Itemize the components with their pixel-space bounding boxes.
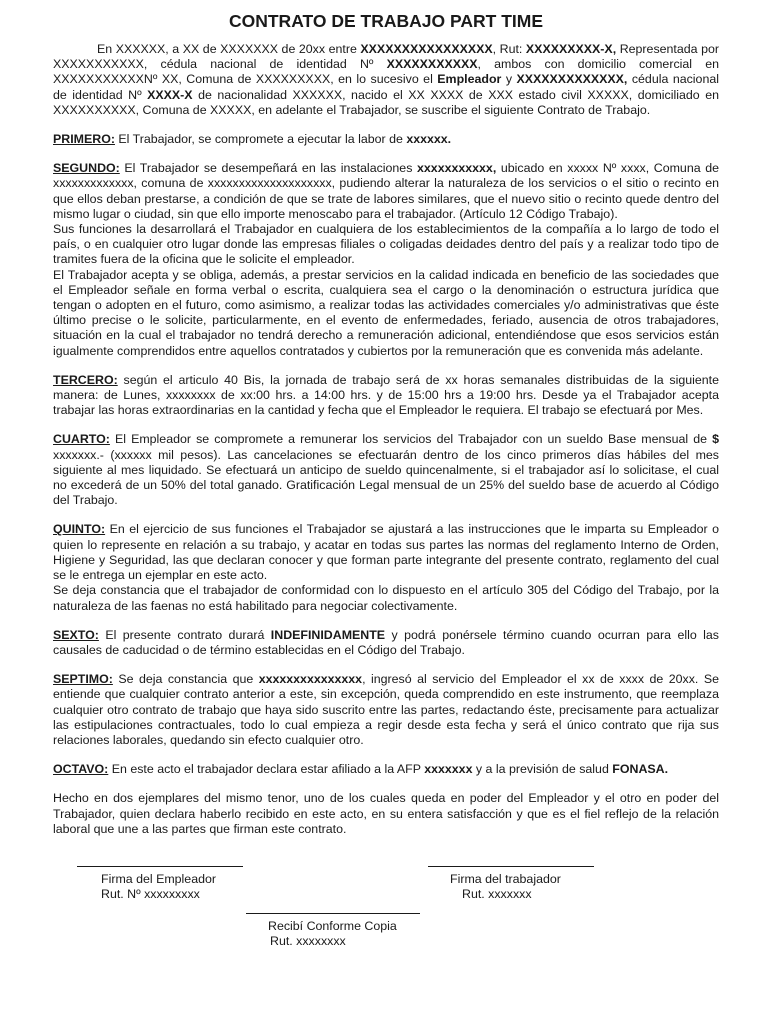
clause-paragraph [53, 161, 719, 222]
clause-continuation [53, 222, 719, 268]
emphasized-text: xxxxxxxxxxxxxxx [258, 672, 363, 687]
clause-continuation [53, 268, 719, 359]
emphasized-text: XXXXXXXXXXX [386, 57, 478, 72]
text-run: ubicado en xxxxx Nº xxxx, Comuna de xxxxxxxxxxxxx, comuna de xxxxxxxxxxxxxxxxxxxx, pudiendo alterar la naturaleza de los servicios o el sitio o recinto en que ellos deban prestarse, a condición de que se trate de labores similares, que el nuevo sitio o recinto quede dentro del mismo lugar o ciudad, sin que ello importe menoscabo para el trabajador. (Artículo 12 Código Trabajo). [53, 161, 719, 221]
clause-label: SEXTO: [53, 627, 99, 642]
text-run: El Trabajador acepta y se obliga, además, a prestar servicios en la calidad indicada en beneficio de las sociedades que el Empleador señale en forma verbal o escrita, cualquiera sea el cargo o la denominación o estructura jurídica que tengan o adopten en el futuro, como asimismo, a realizar todas las actividades comerciales y/o administrativas que éste último precise o le solicite, particularmente, en el evento de enfermedades, feriado, ausencia de otros trabajadores, situación en la cual el trabajador no tendrá derecho a remuneración adicional, entendiéndose que esos servicios están igualmente comprendidos entre aquellos contratados y cubiertos por la remuneración que es convenida más adelante. [53, 267, 719, 358]
signature-line [428, 866, 594, 867]
emphasized-text: Empleador [437, 72, 502, 87]
worker-signature [428, 866, 594, 902]
clause-paragraph [53, 672, 719, 748]
signature-block [0, 866, 768, 966]
worker-signature-label: Firma del trabajador [450, 872, 561, 886]
text-run: El Trabajador, se compromete a ejecutar la labor de [114, 132, 407, 147]
text-run: En el ejercicio de sus funciones el Trabajador se ajustará a las instrucciones que le imparta su Empleador o quien lo represente en relación a su trabajo, y acatar en todas sus partes las normas del reglamento Interno de Orden, Higiene y Seguridad, las que declaran conocer y que forman parte integrante del presente contrato, reglamento del cual se le entrega un ejemplar en este acto. [53, 522, 719, 583]
emphasized-text: XXXX-X [147, 87, 193, 102]
emphasized-text: xxxxxxx [424, 762, 473, 777]
clause-label: QUINTO: [53, 522, 106, 537]
text-run: y [501, 72, 517, 87]
text-run: El Trabajador se desempeñará en las instalaciones [119, 161, 418, 176]
clause-label: PRIMERO: [53, 132, 115, 147]
intro-paragraph [53, 42, 719, 118]
text-run: Representada por XXXXXXXXXXX, cédula nacional de identidad Nº [53, 42, 719, 72]
signature-line [77, 866, 243, 867]
clause-label: OCTAVO: [53, 762, 109, 777]
employer-rut: Rut. Nº xxxxxxxxx [101, 887, 200, 902]
copy-receipt-signature [246, 913, 420, 949]
clause-paragraph [53, 762, 719, 777]
emphasized-text: FONASA. [612, 762, 669, 777]
employer-signature-label: Firma del Empleador [101, 872, 217, 886]
emphasized-text: $ [712, 432, 719, 447]
text-run: y a la previsión de salud [472, 762, 613, 777]
clause-continuation [53, 583, 719, 613]
clause-label: SEGUNDO: [53, 161, 120, 176]
text-run: , ingresó al servicio del Empleador el xx de xxxx de 20xx. Se entiende que cualquier contrato anterior a este, sin excepción, queda comprendido en este instrumento, que reemplaza cualquier otro contrato de trabajo que haya sido suscrito entre las partes, redactando éste, precisamente para actualizar las estipulaciones contractuales, todo lo cual empieza a regir desde esta fecha y será el único contrato que rija sus relaciones laborales, quedando sin efecto cualquier otro. [53, 672, 719, 747]
text-run: Se deja constancia que el trabajador de conformidad con lo dispuesto en el artículo 305 del Código del Trabajo, por la naturaleza de las faenas no está habilitado para negociar colectivamente. [53, 583, 719, 613]
clause-paragraph [53, 132, 719, 147]
text-run: El presente contrato durará [98, 627, 271, 642]
emphasized-text: XXXXXXXXX-X, [525, 42, 617, 56]
text-run: y podrá ponérsele término cuando ocurran para ello las causales de caducidad o de término establecidas en el Código del Trabajo. [53, 627, 719, 657]
employer-signature [77, 866, 243, 902]
clause-label: CUARTO: [53, 432, 110, 447]
copy-receipt-label: Recibí Conforme Copia [268, 919, 397, 933]
emphasized-text: XXXXXXXXXXXXXXXX [360, 42, 493, 56]
text-run: Sus funciones la desarrollará el Trabajador en cualquiera de los establecimientos de la compañía a lo largo de todo el país, o en cualquier otro lugar donde las empresas filiales o coligadas deidades dentro del país y a realizar todo tipo de tramites fuera de la oficina que le solicite el empleador. [53, 222, 719, 267]
text-run: , ambos con domicilio comercial en XXXXXXXXXXXNº XX, Comuna de XXXXXXXXX, en lo sucesivo el [53, 57, 719, 87]
emphasized-text: XXXXXXXXXXXXX, [516, 72, 628, 87]
clause-paragraph [53, 628, 719, 658]
emphasized-text: INDEFINIDAMENTE [270, 627, 386, 642]
clause-paragraph [53, 432, 719, 508]
text-run: El Empleador se compromete a remunerar los servicios del Trabajador con un sueldo Base mensual de [109, 432, 713, 447]
clause-paragraph [53, 373, 719, 419]
worker-rut: Rut. xxxxxxx [462, 887, 532, 902]
text-run: Se deja constancia que [112, 672, 259, 687]
text-run: según el articulo 40 Bis, la jornada de trabajo será de xx horas semanales distribuidas de la siguiente manera: de Lunes, xxxxxxxx de xx:00 hrs. a 14:00 hrs. y de 15:00 hrs a 19:00 hrs. Desde ya el Trabajador acepta trabajar las horas extraordinarias en la cantidad y fecha que el Empleador le requiera. El trabajo se efectuará por Mes. [53, 372, 719, 418]
clause-label: TERCERO: [53, 372, 118, 387]
closing-paragraph: Hecho en dos ejemplares del mismo tenor, uno de los cuales queda en poder del Empleador y el otro en poder del Trabajador, quien declara haberlo recibido en este acto, en su entera satisfacción y que es el fiel reflejo de la relación laboral que une a las partes que firman este contrato. [53, 791, 719, 836]
emphasized-text: xxxxxxxxxxx, [417, 161, 497, 176]
text-run: En XXXXXX, a XX de XXXXXXX de 20xx entre [97, 42, 361, 56]
signature-line [246, 913, 420, 914]
text-run: En este acto el trabajador declara estar afiliado a la AFP [108, 762, 425, 777]
text-run: cédula nacional de identidad Nº [53, 72, 719, 102]
contract-document [53, 10, 719, 837]
text-run: , Rut: [492, 42, 526, 56]
document-title: CONTRATO DE TRABAJO PART TIME [228, 11, 544, 31]
clauses-container [53, 132, 719, 777]
clause-paragraph [53, 522, 719, 583]
emphasized-text: xxxxxx. [406, 132, 452, 147]
text-run: de nacionalidad XXXXXX, nacido el XX XXXX de XXX estado civil XXXXX, domiciliado en XXXXXXXXXX, Comuna de XXXXX, en adelante el Trabajador, se suscribe el siguiente Contrato de Trabajo. [53, 87, 719, 117]
text-run: xxxxxxx.- (xxxxxx mil pesos). Las cancelaciones se efectuarán dentro de los cinco primeros días hábiles del mes siguiente al mes liquidado. Se efectuará un anticipo de sueldo quincenalmente, si el trabajador así lo solicitase, el cual no excederá de un 50% del total ganado. Gratificación Legal mensual de un 25% del sueldo base de acuerdo al Código del Trabajo. [53, 447, 719, 508]
clause-label: SEPTIMO: [53, 672, 113, 687]
copy-receipt-rut: Rut. xxxxxxxx [270, 934, 346, 949]
